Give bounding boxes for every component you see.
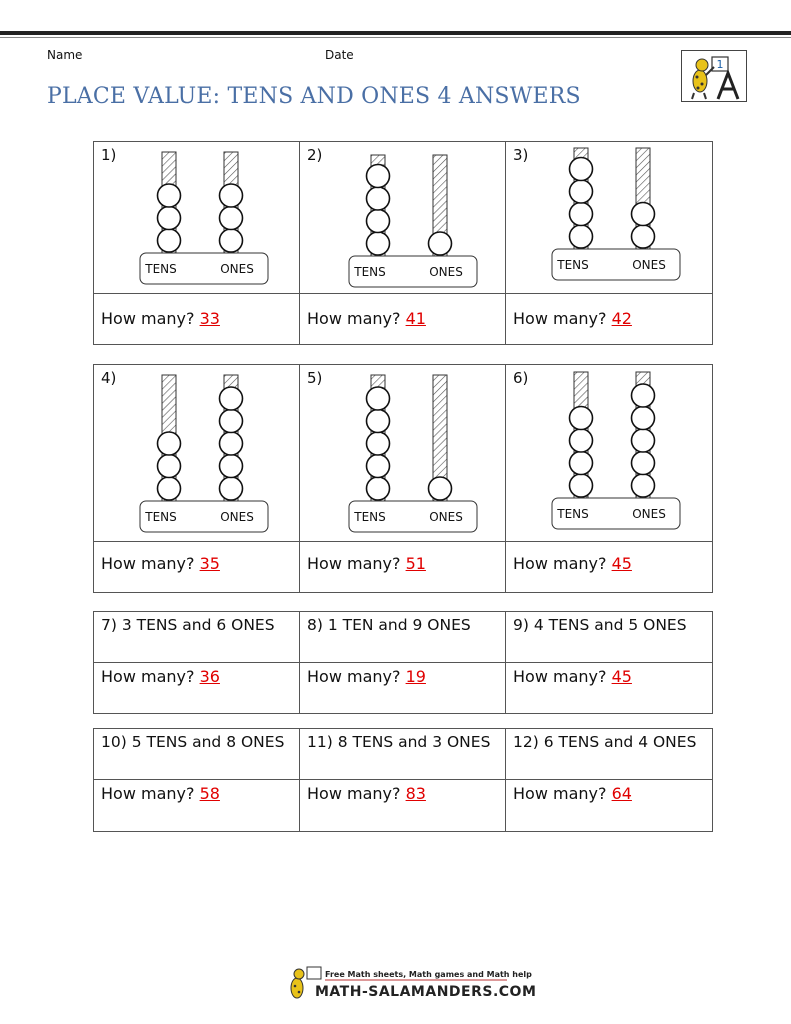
bead — [158, 207, 181, 230]
how-many-label: How many? — [307, 784, 401, 803]
picture-grid-2 — [93, 364, 713, 593]
bead — [367, 477, 390, 500]
question-text: 8) 1 TEN and 9 ONES — [307, 616, 471, 634]
text-grid-2 — [93, 728, 713, 832]
answer-value: 58 — [199, 784, 220, 803]
ones-label: ONES — [220, 510, 254, 524]
bead — [367, 232, 390, 255]
tens-label: TENS — [354, 265, 386, 279]
logo-number: 1 — [716, 58, 724, 71]
bead — [570, 180, 593, 203]
salamander-logo-icon — [682, 51, 748, 103]
question-cell-10 — [94, 729, 300, 780]
bead — [429, 477, 452, 500]
question-cell-11 — [300, 729, 506, 780]
salamander-logo — [681, 50, 747, 102]
question-cell-9 — [506, 612, 712, 663]
answer-value: 36 — [199, 667, 220, 686]
bead — [158, 184, 181, 207]
bead — [220, 477, 243, 500]
bead — [632, 474, 655, 497]
bead — [367, 432, 390, 455]
question-cell-7 — [94, 612, 300, 663]
bead — [570, 474, 593, 497]
tens-label: TENS — [557, 258, 589, 272]
answer-cell-11 — [300, 780, 506, 832]
bead — [367, 165, 390, 188]
bead — [632, 225, 655, 248]
bead — [367, 210, 390, 233]
bead — [632, 429, 655, 452]
answer-cell-8 — [300, 663, 506, 714]
answer-value: 41 — [405, 309, 426, 328]
ones-label: ONES — [632, 507, 666, 521]
tens-label: TENS — [145, 510, 177, 524]
ones-label: ONES — [220, 262, 254, 276]
picture-grid-1 — [93, 141, 713, 345]
how-many-label: How many? — [307, 309, 401, 328]
answer-value: 83 — [405, 784, 426, 803]
bead — [220, 455, 243, 478]
bead — [570, 158, 593, 181]
how-many-label: How many? — [513, 309, 607, 328]
ones-label: ONES — [429, 265, 463, 279]
question-text: 12) 6 TENS and 4 ONES — [513, 733, 697, 751]
bead — [158, 432, 181, 455]
top-rule — [0, 31, 791, 35]
answer-value: 45 — [611, 554, 632, 573]
question-text: 9) 4 TENS and 5 ONES — [513, 616, 687, 634]
bead — [570, 225, 593, 248]
question-number: 6) — [513, 369, 529, 387]
answer-value: 64 — [611, 784, 632, 803]
bead — [632, 384, 655, 407]
answer-cell-6 — [506, 542, 712, 593]
bead — [367, 410, 390, 433]
answer-cell-1 — [94, 294, 300, 345]
question-text: 11) 8 TENS and 3 ONES — [307, 733, 491, 751]
how-many-label: How many? — [307, 667, 401, 686]
answer-cell-5 — [300, 542, 506, 593]
bead — [220, 410, 243, 433]
how-many-label: How many? — [307, 554, 401, 573]
bead — [570, 429, 593, 452]
question-cell-2 — [300, 142, 506, 294]
tens-label: TENS — [354, 510, 386, 524]
footer-site: MATH-SALAMANDERS.COM — [315, 984, 537, 1000]
bead — [220, 184, 243, 207]
question-cell-8 — [300, 612, 506, 663]
question-cell-3 — [506, 142, 712, 294]
abacus-2 — [300, 142, 506, 294]
answer-cell-3 — [506, 294, 712, 345]
answer-cell-7 — [94, 663, 300, 714]
question-cell-5 — [300, 365, 506, 542]
bead — [429, 232, 452, 255]
ones-label: ONES — [429, 510, 463, 524]
question-number: 4) — [101, 369, 117, 387]
abacus-1 — [94, 142, 300, 294]
how-many-label: How many? — [101, 554, 195, 573]
tens-label: TENS — [145, 262, 177, 276]
bead — [367, 187, 390, 210]
how-many-label: How many? — [101, 784, 195, 803]
abacus-5 — [300, 365, 506, 542]
bead — [158, 477, 181, 500]
how-many-label: How many? — [101, 667, 195, 686]
abacus-3 — [506, 142, 712, 294]
question-cell-1 — [94, 142, 300, 294]
answer-value: 42 — [611, 309, 632, 328]
abacus-6 — [506, 365, 712, 542]
bead — [220, 432, 243, 455]
answer-cell-9 — [506, 663, 712, 714]
answer-cell-2 — [300, 294, 506, 345]
question-number: 2) — [307, 146, 323, 164]
question-cell-6 — [506, 365, 712, 542]
answer-cell-10 — [94, 780, 300, 832]
footer-salamander-icon — [291, 978, 303, 998]
question-text: 7) 3 TENS and 6 ONES — [101, 616, 275, 634]
bead — [220, 229, 243, 252]
bead — [570, 203, 593, 226]
footer-logo — [285, 966, 537, 1002]
date-label: Date — [325, 48, 354, 62]
bead — [632, 203, 655, 226]
answer-value: 45 — [611, 667, 632, 686]
question-number: 5) — [307, 369, 323, 387]
abacus-4 — [94, 365, 300, 542]
name-label: Name — [47, 48, 83, 62]
footer-tagline: Free Math sheets, Math games and Math help — [325, 970, 532, 979]
how-many-label: How many? — [513, 667, 607, 686]
bead — [367, 455, 390, 478]
how-many-label: How many? — [101, 309, 195, 328]
ones-label: ONES — [632, 258, 666, 272]
answer-value: 19 — [405, 667, 426, 686]
text-grid-1 — [93, 611, 713, 714]
bead — [632, 452, 655, 475]
answer-cell-4 — [94, 542, 300, 593]
bead — [220, 387, 243, 410]
bead — [570, 452, 593, 475]
answer-cell-12 — [506, 780, 712, 832]
bead — [570, 407, 593, 430]
bead — [632, 407, 655, 430]
tens-label: TENS — [557, 507, 589, 521]
bead — [220, 207, 243, 230]
question-number: 3) — [513, 146, 529, 164]
bead — [158, 229, 181, 252]
answer-value: 35 — [199, 554, 220, 573]
how-many-label: How many? — [513, 784, 607, 803]
bead — [158, 455, 181, 478]
question-cell-4 — [94, 365, 300, 542]
question-text: 10) 5 TENS and 8 ONES — [101, 733, 285, 751]
answer-value: 33 — [199, 309, 220, 328]
top-rule-thin — [0, 37, 791, 38]
answer-value: 51 — [405, 554, 426, 573]
how-many-label: How many? — [513, 554, 607, 573]
question-cell-12 — [506, 729, 712, 780]
question-number: 1) — [101, 146, 117, 164]
page-title: PLACE VALUE: TENS AND ONES 4 ANSWERS — [47, 84, 581, 109]
bead — [367, 387, 390, 410]
